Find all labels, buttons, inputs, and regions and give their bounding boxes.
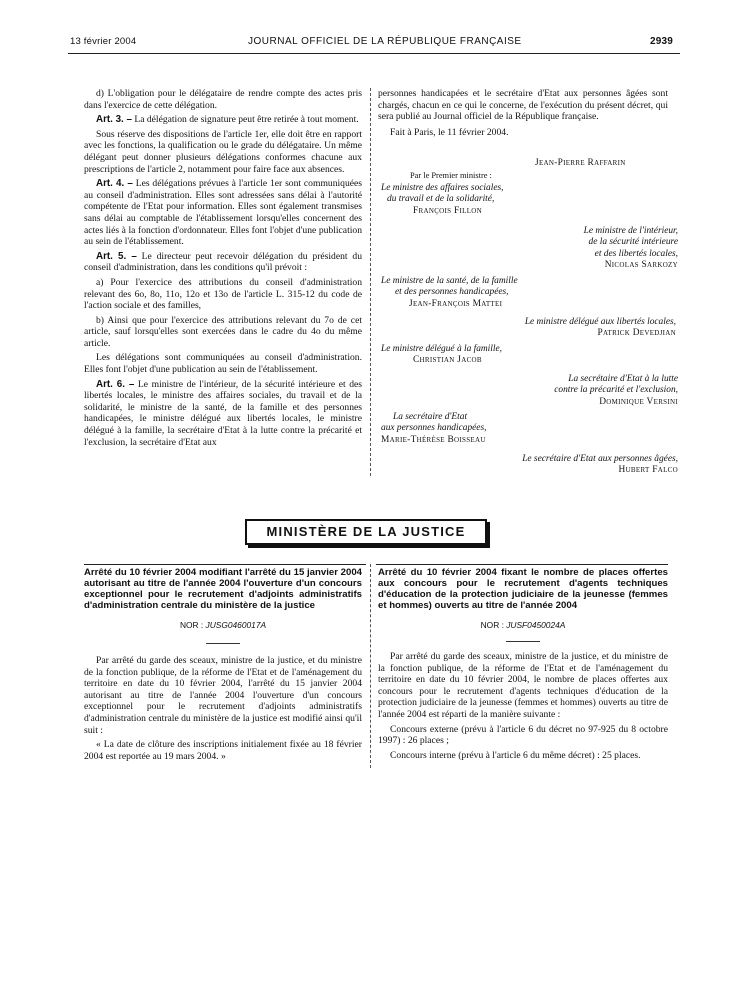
paragraph: Les délégations sont communiquées au conseil d'administration. Elles font l'objet d'une publication au sein de l'établissement.	[84, 352, 362, 376]
left-column	[84, 88, 362, 451]
right-column	[378, 88, 668, 141]
signature-block-8: Le secrétaire d'Etat aux personnes âgées, Hubert Falco	[522, 454, 678, 476]
signature-block-5: Le ministre délégué à la famille, Christian Jacob	[381, 344, 502, 366]
short-rule	[206, 643, 240, 644]
article-label: Art. 4. –	[96, 178, 133, 190]
signature-block-7: La secrétaire d'Etat aux personnes handicapées, Marie-Thérèse Boisseau	[381, 412, 487, 445]
decree-title: Arrêté du 10 février 2004 modifiant l'arrêté du 15 janvier 2004 autorisant au titre de l'année 2004 l'ouverture d'un concours exceptionnel pour le recrutement d'adjoints administratifs d'administration centrale du ministère de la justice	[84, 567, 362, 611]
signature-block-1: Le ministre des affaires sociales, du travail et de la solidarité, François Fillon	[381, 183, 504, 216]
article-5: Art. 5. – Le directeur peut recevoir délégation du président du conseil d'administration, dans les conditions qu'il prévoit :	[84, 250, 363, 274]
decree-body: Par arrêté du garde des sceaux, ministre de la justice, et du ministre de la fonction publique, de la réforme de l'Etat et de l'aménagement du territoire en date du 10 février 2004, l'arrêté du 15 janvier 2004 autorisant au titre de l'année 2004 l'ouverture d'un concours exceptionnel pour le recrutement d'adjoints administratifs d'administration centrale du ministère de la justice est modifié ainsi qu'il suit : « La date de clôture des inscriptions initialement fixée au 18 février 2004 est reportée au 19 mars 2004. »	[84, 655, 362, 762]
page-number: 2939	[650, 36, 674, 47]
decree-title: Arrêté du 10 février 2004 fixant le nombre de places offertes aux concours pour le recrutement d'agents techniques d'éducation de la protection judiciaire de la jeunesse (femmes et hommes) ouverts au titre de l'année 2004	[378, 567, 668, 611]
signature-block-3: Le ministre de la santé, de la famille et des personnes handicapées, Jean-François Mattei	[381, 276, 518, 309]
article-3: Art. 3. – La délégation de signature peut être retirée à tout moment.	[96, 114, 359, 126]
decree-rule	[376, 564, 668, 565]
article-label: Art. 3. –	[96, 114, 132, 126]
article-label: Art. 6. –	[96, 378, 135, 390]
paragraph: b) Ainsi que pour l'exercice des attributions relevant du 7o de cet article, sauf lorsqu'elles sont exercées dans le cadre du 4o du même article.	[84, 314, 362, 349]
signature-block-2: Le ministre de l'intérieur, de la sécurité intérieure et des libertés locales, Nicolas Sarkozy	[583, 226, 678, 271]
decree-right	[378, 567, 668, 764]
signing-place-date: Fait à Paris, le 11 février 2004.	[390, 126, 509, 138]
header-date: 13 février 2004	[70, 36, 137, 47]
paragraph: d) L'obligation pour le délégataire de rendre compte des actes pris dans l'exercice de cette délégation.	[84, 88, 362, 111]
paragraph: Sous réserve des dispositions de l'article 1er, elle doit être en rapport avec les fonctions, la qualification ou le grade du délégataire. Un même délégant peut donner plusieurs délégations conformes chacune aux prescriptions de l'article 2, notamment pour faire face aux absences.	[84, 128, 362, 175]
decree-body: Par arrêté du garde des sceaux, ministre de la justice, et du ministre de la fonction publique, de la réforme de l'Etat et de l'aménagement du territoire en date du 10 février 2004, le nombre de places offertes aux concours pour le recrutement d'agents techniques d'éducation de la protection judiciaire de la jeunesse (femmes et hommes) ouverts au titre de l'année 2004 est réparti de la manière suivante : Concours externe (prévu à l'article 6 du décret no 97-925 du 8 octobre 1997) : 26 places ; Concours interne (prévu à l'article 6 du même décret) : 25 places.	[378, 651, 668, 761]
nor-reference: NOR : JUSG0460017A	[179, 620, 267, 630]
article-label: Art. 5. –	[96, 250, 137, 262]
decree-rule	[84, 564, 366, 565]
paragraph: personnes handicapées et le secrétaire d'Etat aux personnes âgées sont chargés, chacun en ce qui le concerne, de l'exécution du présent décret, qui sera publié au Journal officiel de la République française.	[378, 88, 668, 123]
header-rule	[68, 53, 680, 54]
signature-par-pm: Par le Premier ministre :	[410, 171, 492, 180]
paragraph: a) Pour l'exercice des attributions du conseil d'administration relevant des 6o, 8o, 11o, 12o et 13o de l'article L. 315-12 du code de l'action sociale et des familles,	[84, 276, 362, 312]
signature-block-6: La secrétaire d'Etat à la lutte contre la précarité et l'exclusion, Dominique Versini	[554, 374, 678, 407]
short-rule	[506, 641, 540, 642]
article-4: Art. 4. – Les délégations prévues à l'article 1er sont communiquées au conseil d'administration. Elles sont adressées sans délai à l'autorité compétente de l'Etat pour information. Elles sont également transmises sans délai au comptable de l'établissement lorsqu'elles concernent des actes liés à la fonction d'ordonnateur. Elles font l'objet d'une publication au sein de l'établissement.	[84, 178, 363, 248]
column-divider	[370, 88, 371, 476]
signature-prime-minister: Jean-Pierre Raffarin	[535, 158, 626, 168]
journal-title: JOURNAL OFFICIEL DE LA RÉPUBLIQUE FRANÇAISE	[248, 36, 522, 47]
nor-reference: NOR : JUSF0450024A	[480, 620, 566, 630]
signature-block-4: Le ministre délégué aux libertés locales, Patrick Devedjian	[524, 317, 676, 339]
column-divider	[370, 564, 371, 768]
ministry-heading: MINISTÈRE DE LA JUSTICE	[245, 519, 487, 545]
article-6: Art. 6. – Le ministre de l'intérieur, de la sécurité intérieure et des libertés locales, le ministre des affaires sociales, du travail et de la solidarité, le ministre de la santé, de la famille et des personnes handicapées, le ministre délégué aux libertés locales, le ministre délégué à la famille, la secrétaire d'Etat à la lutte contre la précarité et l'exclusion, la secrétaire d'Etat aux	[84, 378, 363, 448]
decree-left	[84, 567, 362, 765]
